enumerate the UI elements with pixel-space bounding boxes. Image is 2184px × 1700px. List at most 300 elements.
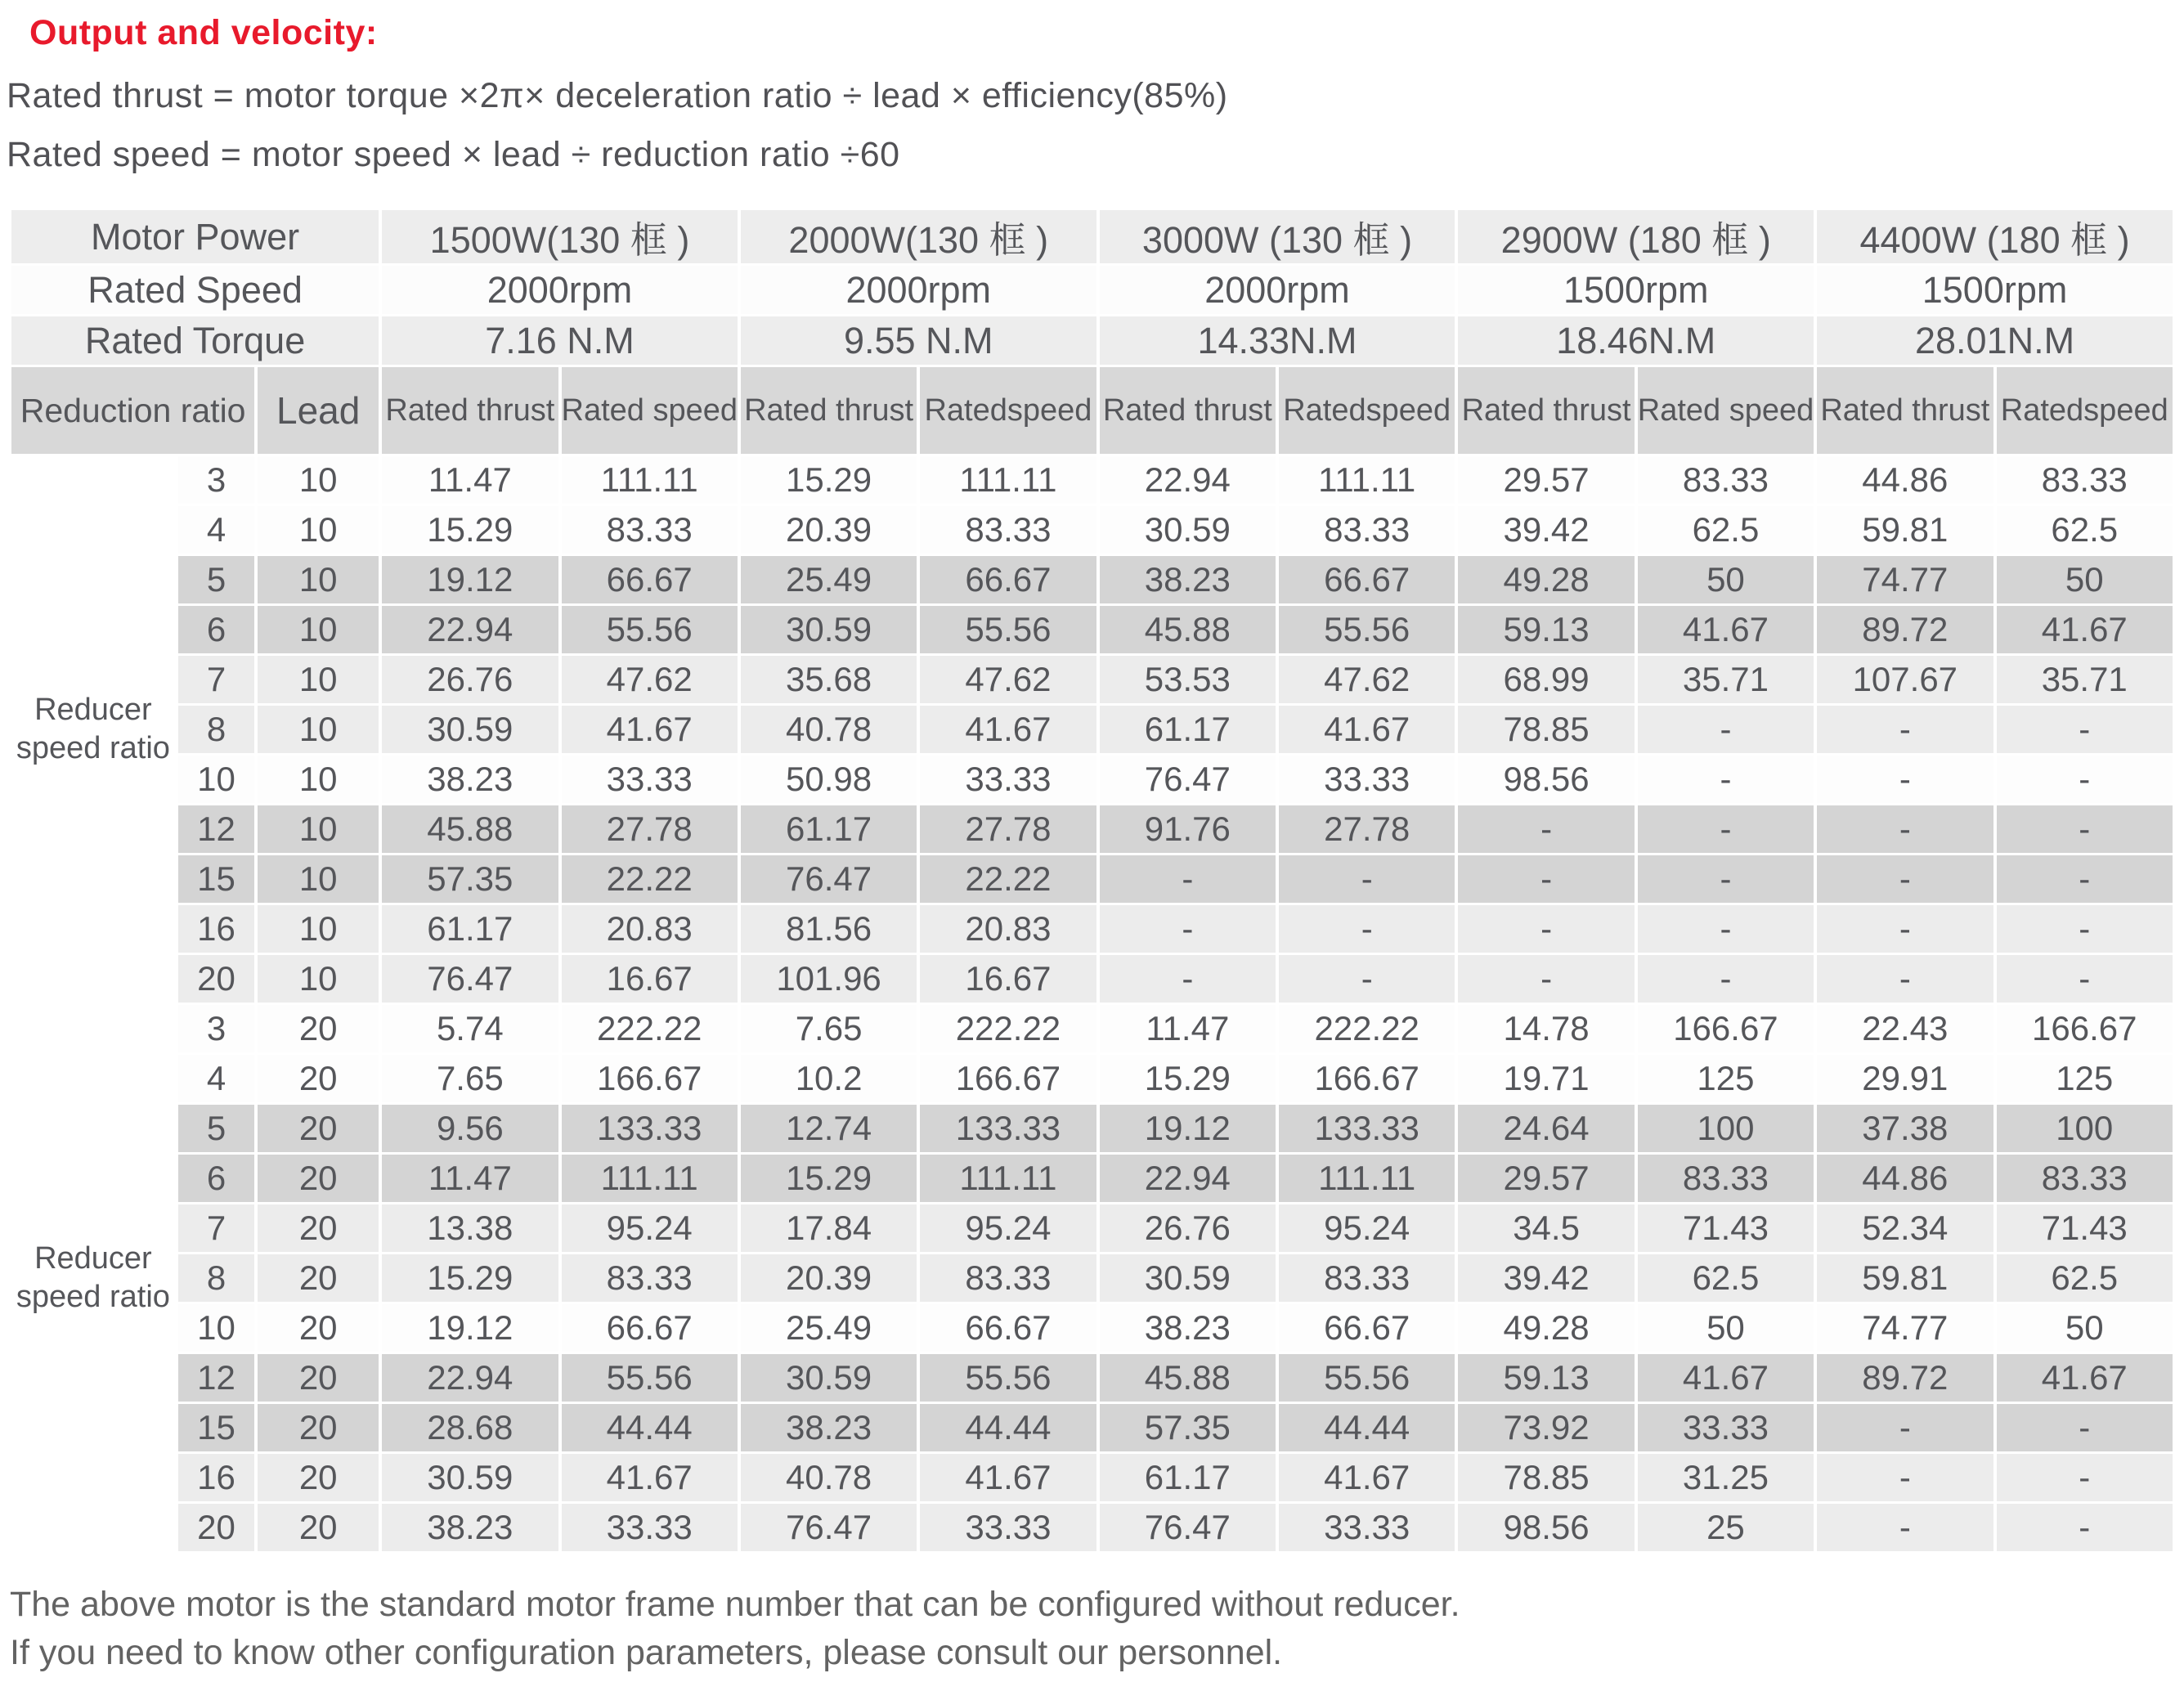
value-cell: 33.33 — [562, 756, 738, 803]
table-row — [11, 805, 2173, 853]
ratio-cell: 5 — [178, 1105, 254, 1152]
lead-cell: 10 — [258, 756, 379, 803]
lead-label: Lead — [258, 367, 379, 454]
lead-cell: 10 — [258, 955, 379, 1003]
table-row — [11, 556, 2173, 603]
lead-cell: 20 — [258, 1404, 379, 1451]
value-cell: 30.59 — [1100, 1254, 1276, 1302]
value-cell: - — [1997, 855, 2173, 903]
lead-cell: 10 — [258, 606, 379, 653]
value-cell: 40.78 — [741, 1454, 917, 1501]
value-cell: 14.78 — [1458, 1005, 1634, 1052]
value-cell: - — [1997, 756, 2173, 803]
value-cell: - — [1638, 706, 1814, 753]
ratio-cell: 20 — [178, 1504, 254, 1551]
value-cell: 33.33 — [562, 1504, 738, 1551]
value-cell: 68.99 — [1458, 656, 1634, 703]
ratio-cell: 16 — [178, 1454, 254, 1501]
value-cell: - — [1817, 1404, 1993, 1451]
value-cell: 55.56 — [562, 1354, 738, 1402]
value-cell: 35.71 — [1638, 656, 1814, 703]
rated-thrust-column-label: Rated thrust — [1458, 367, 1634, 454]
value-cell: - — [1638, 955, 1814, 1003]
value-cell: 76.47 — [382, 955, 558, 1003]
footer-line-2: If you need to know other configuration parameters, please consult our personnel. — [10, 1633, 1283, 1672]
value-cell: - — [1997, 1454, 2173, 1501]
value-cell: 45.88 — [382, 805, 558, 853]
reduction-ratio-label: Reduction ratio — [11, 367, 254, 454]
value-cell: 44.44 — [562, 1404, 738, 1451]
ratio-cell: 12 — [178, 1354, 254, 1402]
value-cell: 41.67 — [1638, 606, 1814, 653]
value-cell: 12.74 — [741, 1105, 917, 1152]
value-cell: 222.22 — [562, 1005, 738, 1052]
value-cell: 41.67 — [1638, 1354, 1814, 1402]
value-cell: 95.24 — [562, 1204, 738, 1252]
value-cell: 50.98 — [741, 756, 917, 803]
value-cell: 27.78 — [562, 805, 738, 853]
table-row — [11, 1055, 2173, 1102]
value-cell: 111.11 — [1279, 1155, 1455, 1202]
value-cell: - — [1817, 955, 1993, 1003]
value-cell: 44.86 — [1817, 456, 1993, 504]
ratio-cell: 20 — [178, 955, 254, 1003]
value-cell: 125 — [1638, 1055, 1814, 1102]
rated-torque-cell: 18.46N.M — [1458, 316, 1814, 365]
value-cell: 22.94 — [382, 1354, 558, 1402]
value-cell: 50 — [1638, 1304, 1814, 1352]
lead-cell: 10 — [258, 905, 379, 953]
table-row — [11, 955, 2173, 1003]
table-row — [11, 1105, 2173, 1152]
value-cell: 22.94 — [1100, 1155, 1276, 1202]
header-row-columns — [11, 367, 2173, 454]
ratio-cell: 4 — [178, 506, 254, 554]
value-cell: 11.47 — [1100, 1005, 1276, 1052]
ratio-cell: 8 — [178, 706, 254, 753]
value-cell: 16.67 — [920, 955, 1096, 1003]
rated-thrust-column-label: Rated thrust — [1100, 367, 1276, 454]
table-row — [11, 1354, 2173, 1402]
header-row-motor-power — [11, 210, 2173, 263]
value-cell: 37.38 — [1817, 1105, 1993, 1152]
value-cell: 100 — [1997, 1105, 2173, 1152]
value-cell: 78.85 — [1458, 706, 1634, 753]
value-cell: - — [1817, 805, 1993, 853]
value-cell: 49.28 — [1458, 556, 1634, 603]
table-row — [11, 706, 2173, 753]
value-cell: 41.67 — [920, 706, 1096, 753]
value-cell: 166.67 — [920, 1055, 1096, 1102]
value-cell: 11.47 — [382, 456, 558, 504]
value-cell: 52.34 — [1817, 1204, 1993, 1252]
value-cell: - — [1100, 855, 1276, 903]
value-cell: 38.23 — [1100, 1304, 1276, 1352]
value-cell: 22.94 — [1100, 456, 1276, 504]
value-cell: 62.5 — [1997, 1254, 2173, 1302]
value-cell: 20.39 — [741, 506, 917, 554]
value-cell: 30.59 — [382, 1454, 558, 1501]
value-cell: - — [1997, 1504, 2173, 1551]
value-cell: 19.12 — [382, 556, 558, 603]
value-cell: 71.43 — [1638, 1204, 1814, 1252]
value-cell: 57.35 — [382, 855, 558, 903]
value-cell: 39.42 — [1458, 506, 1634, 554]
value-cell: 83.33 — [562, 506, 738, 554]
value-cell: 83.33 — [562, 1254, 738, 1302]
ratio-cell: 7 — [178, 656, 254, 703]
value-cell: 20.39 — [741, 1254, 917, 1302]
value-cell: 98.56 — [1458, 1504, 1634, 1551]
value-cell: 41.67 — [1997, 1354, 2173, 1402]
value-cell: 39.42 — [1458, 1254, 1634, 1302]
motor-power-cell: 1500W(130 框 ) — [382, 210, 738, 263]
lead-cell: 20 — [258, 1354, 379, 1402]
value-cell: 222.22 — [1279, 1005, 1455, 1052]
value-cell: 59.13 — [1458, 1354, 1634, 1402]
rated-torque-cell: 14.33N.M — [1100, 316, 1455, 365]
value-cell: 78.85 — [1458, 1454, 1634, 1501]
rated-speed-column-label: Rated speed — [1638, 367, 1814, 454]
rated-torque-cell: 9.55 N.M — [741, 316, 1096, 365]
value-cell: 26.76 — [1100, 1204, 1276, 1252]
ratio-cell: 5 — [178, 556, 254, 603]
value-cell: 50 — [1997, 1304, 2173, 1352]
value-cell: 30.59 — [1100, 506, 1276, 554]
value-cell: 222.22 — [920, 1005, 1096, 1052]
value-cell: 62.5 — [1638, 1254, 1814, 1302]
value-cell: 41.67 — [920, 1454, 1096, 1501]
value-cell: 55.56 — [1279, 1354, 1455, 1402]
value-cell: 7.65 — [382, 1055, 558, 1102]
value-cell: - — [1997, 805, 2173, 853]
rated-speed-cell: 1500rpm — [1458, 266, 1814, 314]
lead-cell: 10 — [258, 706, 379, 753]
value-cell: 44.86 — [1817, 1155, 1993, 1202]
rated-thrust-column-label: Rated thrust — [741, 367, 917, 454]
value-cell: 11.47 — [382, 1155, 558, 1202]
value-cell: 50 — [1997, 556, 2173, 603]
value-cell: 59.81 — [1817, 506, 1993, 554]
value-cell: - — [1638, 805, 1814, 853]
ratio-cell: 7 — [178, 1204, 254, 1252]
value-cell: 76.47 — [741, 855, 917, 903]
value-cell: - — [1279, 955, 1455, 1003]
value-cell: 166.67 — [1638, 1005, 1814, 1052]
header-row-rated-speed — [11, 266, 2173, 314]
footer-note — [10, 1585, 2184, 1673]
header-row-rated-torque — [11, 316, 2173, 365]
value-cell: 47.62 — [920, 656, 1096, 703]
value-cell: 38.23 — [741, 1404, 917, 1451]
rated-speed-cell: 2000rpm — [741, 266, 1096, 314]
rated-speed-column-label: Ratedspeed — [920, 367, 1096, 454]
value-cell: - — [1817, 905, 1993, 953]
value-cell: 49.28 — [1458, 1304, 1634, 1352]
value-cell: 41.67 — [562, 1454, 738, 1501]
value-cell: 98.56 — [1458, 756, 1634, 803]
value-cell: 74.77 — [1817, 556, 1993, 603]
table-row — [11, 656, 2173, 703]
rated-speed-cell: 2000rpm — [1100, 266, 1455, 314]
value-cell: 13.38 — [382, 1204, 558, 1252]
value-cell: 33.33 — [1279, 756, 1455, 803]
value-cell: 41.67 — [562, 706, 738, 753]
rated-torque-label: Rated Torque — [11, 316, 379, 365]
value-cell: 166.67 — [562, 1055, 738, 1102]
value-cell: 17.84 — [741, 1204, 917, 1252]
rated-speed-column-label: Rated speed — [562, 367, 738, 454]
value-cell: 111.11 — [562, 456, 738, 504]
ratio-cell: 4 — [178, 1055, 254, 1102]
value-cell: 76.47 — [741, 1504, 917, 1551]
value-cell: 33.33 — [1638, 1404, 1814, 1451]
ratio-cell: 3 — [178, 456, 254, 504]
value-cell: 133.33 — [920, 1105, 1096, 1152]
table-row — [11, 506, 2173, 554]
value-cell: - — [1458, 805, 1634, 853]
lead-cell: 20 — [258, 1204, 379, 1252]
value-cell: 33.33 — [1279, 1504, 1455, 1551]
table-row — [11, 756, 2173, 803]
value-cell: 61.17 — [741, 805, 917, 853]
value-cell: 73.92 — [1458, 1404, 1634, 1451]
value-cell: - — [1997, 706, 2173, 753]
value-cell: - — [1638, 905, 1814, 953]
lead-cell: 20 — [258, 1454, 379, 1501]
table-row — [11, 1204, 2173, 1252]
value-cell: 40.78 — [741, 706, 917, 753]
value-cell: 66.67 — [562, 1304, 738, 1352]
value-cell: 29.91 — [1817, 1055, 1993, 1102]
value-cell: 19.12 — [1100, 1105, 1276, 1152]
ratio-cell: 6 — [178, 1155, 254, 1202]
value-cell: 35.71 — [1997, 656, 2173, 703]
value-cell: 83.33 — [1997, 456, 2173, 504]
rated-speed-cell: 1500rpm — [1817, 266, 2173, 314]
value-cell: - — [1638, 855, 1814, 903]
value-cell: 15.29 — [741, 456, 917, 504]
value-cell: 47.62 — [562, 656, 738, 703]
ratio-cell: 10 — [178, 1304, 254, 1352]
value-cell: 28.68 — [382, 1404, 558, 1451]
value-cell: 25.49 — [741, 556, 917, 603]
ratio-cell: 16 — [178, 905, 254, 953]
value-cell: 29.57 — [1458, 456, 1634, 504]
value-cell: 25.49 — [741, 1304, 917, 1352]
formula-rated-speed: Rated speed = motor speed × lead ÷ reduction ratio ÷60 — [7, 135, 900, 174]
table-row — [11, 1155, 2173, 1202]
value-cell: - — [1997, 905, 2173, 953]
value-cell: 66.67 — [562, 556, 738, 603]
formula-rated-thrust: Rated thrust = motor torque ×2π× deceleration ratio ÷ lead × efficiency(85%) — [7, 76, 1228, 115]
value-cell: 15.29 — [1100, 1055, 1276, 1102]
value-cell: 83.33 — [1279, 506, 1455, 554]
value-cell: 89.72 — [1817, 1354, 1993, 1402]
lead-cell: 20 — [258, 1005, 379, 1052]
ratio-cell: 15 — [178, 1404, 254, 1451]
value-cell: 62.5 — [1997, 506, 2173, 554]
value-cell: 133.33 — [562, 1105, 738, 1152]
value-cell: 111.11 — [920, 1155, 1096, 1202]
rated-speed-label: Rated Speed — [11, 266, 379, 314]
value-cell: 41.67 — [1997, 606, 2173, 653]
rated-speed-column-label: Ratedspeed — [1279, 367, 1455, 454]
motor-power-cell: 2900W (180 框 ) — [1458, 210, 1814, 263]
value-cell: 30.59 — [741, 1354, 917, 1402]
value-cell: 20.83 — [562, 905, 738, 953]
value-cell: 34.5 — [1458, 1204, 1634, 1252]
table-row — [11, 1504, 2173, 1551]
rated-speed-cell: 2000rpm — [382, 266, 738, 314]
value-cell: 111.11 — [920, 456, 1096, 504]
value-cell: 107.67 — [1817, 656, 1993, 703]
table-row — [11, 1304, 2173, 1352]
value-cell: 89.72 — [1817, 606, 1993, 653]
table-row — [11, 855, 2173, 903]
table-row — [11, 1404, 2173, 1451]
value-cell: 61.17 — [382, 905, 558, 953]
value-cell: 35.68 — [741, 656, 917, 703]
lead-cell: 10 — [258, 506, 379, 554]
value-cell: 44.44 — [1279, 1404, 1455, 1451]
rated-thrust-column-label: Rated thrust — [1817, 367, 1993, 454]
value-cell: 10.2 — [741, 1055, 917, 1102]
value-cell: 53.53 — [1100, 656, 1276, 703]
ratio-cell: 12 — [178, 805, 254, 853]
page-title: Output and velocity: — [29, 13, 378, 52]
value-cell: - — [1817, 855, 1993, 903]
value-cell: 83.33 — [1279, 1254, 1455, 1302]
value-cell: 20.83 — [920, 905, 1096, 953]
value-cell: 27.78 — [1279, 805, 1455, 853]
value-cell: - — [1279, 855, 1455, 903]
value-cell: 50 — [1638, 556, 1814, 603]
lead-cell: 20 — [258, 1155, 379, 1202]
value-cell: 19.12 — [382, 1304, 558, 1352]
value-cell: 55.56 — [562, 606, 738, 653]
value-cell: 27.78 — [920, 805, 1096, 853]
ratio-cell: 3 — [178, 1005, 254, 1052]
table-row — [11, 606, 2173, 653]
value-cell: - — [1100, 955, 1276, 1003]
value-cell: 29.57 — [1458, 1155, 1634, 1202]
value-cell: 41.67 — [1279, 1454, 1455, 1501]
value-cell: - — [1458, 855, 1634, 903]
ratio-cell: 15 — [178, 855, 254, 903]
value-cell: 81.56 — [741, 905, 917, 953]
value-cell: 62.5 — [1638, 506, 1814, 554]
lead-cell: 10 — [258, 805, 379, 853]
ratio-cell: 10 — [178, 756, 254, 803]
lead-cell: 10 — [258, 656, 379, 703]
value-cell: 166.67 — [1997, 1005, 2173, 1052]
value-cell: 15.29 — [741, 1155, 917, 1202]
value-cell: 59.81 — [1817, 1254, 1993, 1302]
value-cell: 25 — [1638, 1504, 1814, 1551]
value-cell: 19.71 — [1458, 1055, 1634, 1102]
value-cell: 66.67 — [920, 556, 1096, 603]
value-cell: 61.17 — [1100, 706, 1276, 753]
spec-table-body — [11, 456, 2173, 1551]
value-cell: 16.67 — [562, 955, 738, 1003]
rated-thrust-column-label: Rated thrust — [382, 367, 558, 454]
value-cell: 55.56 — [920, 606, 1096, 653]
value-cell: 74.77 — [1817, 1304, 1993, 1352]
value-cell: 76.47 — [1100, 756, 1276, 803]
value-cell: 22.22 — [920, 855, 1096, 903]
value-cell: 45.88 — [1100, 606, 1276, 653]
value-cell: 38.23 — [1100, 556, 1276, 603]
motor-power-label: Motor Power — [11, 210, 379, 263]
lead-cell: 20 — [258, 1304, 379, 1352]
lead-cell: 20 — [258, 1504, 379, 1551]
value-cell: 44.44 — [920, 1404, 1096, 1451]
value-cell: 47.62 — [1279, 656, 1455, 703]
value-cell: - — [1100, 905, 1276, 953]
value-cell: 100 — [1638, 1105, 1814, 1152]
value-cell: 41.67 — [1279, 706, 1455, 753]
value-cell: 166.67 — [1279, 1055, 1455, 1102]
value-cell: 133.33 — [1279, 1105, 1455, 1152]
table-row — [11, 1454, 2173, 1501]
footer-line-1: The above motor is the standard motor frame number that can be configured without reducer. — [10, 1585, 1460, 1624]
ratio-cell: 8 — [178, 1254, 254, 1302]
value-cell: 66.67 — [920, 1304, 1096, 1352]
value-cell: 61.17 — [1100, 1454, 1276, 1501]
table-row — [11, 1005, 2173, 1052]
value-cell: - — [1817, 706, 1993, 753]
value-cell: 33.33 — [920, 1504, 1096, 1551]
value-cell: 71.43 — [1997, 1204, 2173, 1252]
motor-power-cell: 4400W (180 框 ) — [1817, 210, 2173, 263]
value-cell: 111.11 — [1279, 456, 1455, 504]
section-label: Reducer speed ratio — [11, 1005, 175, 1551]
value-cell: 83.33 — [1638, 456, 1814, 504]
value-cell: 5.74 — [382, 1005, 558, 1052]
value-cell: 26.76 — [382, 656, 558, 703]
table-row — [11, 1254, 2173, 1302]
rated-speed-column-label: Ratedspeed — [1997, 367, 2173, 454]
value-cell: 95.24 — [1279, 1204, 1455, 1252]
value-cell: 66.67 — [1279, 556, 1455, 603]
value-cell: - — [1279, 905, 1455, 953]
lead-cell: 20 — [258, 1105, 379, 1152]
value-cell: 7.65 — [741, 1005, 917, 1052]
value-cell: - — [1458, 905, 1634, 953]
value-cell: 22.43 — [1817, 1005, 1993, 1052]
value-cell: 31.25 — [1638, 1454, 1814, 1501]
value-cell: 66.67 — [1279, 1304, 1455, 1352]
value-cell: 15.29 — [382, 506, 558, 554]
value-cell: - — [1638, 756, 1814, 803]
value-cell: - — [1997, 1404, 2173, 1451]
value-cell: 30.59 — [382, 706, 558, 753]
value-cell: 33.33 — [920, 756, 1096, 803]
rated-torque-cell: 28.01N.M — [1817, 316, 2173, 365]
value-cell: - — [1817, 756, 1993, 803]
value-cell: 125 — [1997, 1055, 2173, 1102]
lead-cell: 10 — [258, 556, 379, 603]
lead-cell: 20 — [258, 1254, 379, 1302]
table-row — [11, 456, 2173, 504]
spec-table — [8, 208, 2176, 1554]
value-cell: 15.29 — [382, 1254, 558, 1302]
value-cell: 24.64 — [1458, 1105, 1634, 1152]
lead-cell: 20 — [258, 1055, 379, 1102]
value-cell: 38.23 — [382, 1504, 558, 1551]
value-cell: - — [1817, 1504, 1993, 1551]
